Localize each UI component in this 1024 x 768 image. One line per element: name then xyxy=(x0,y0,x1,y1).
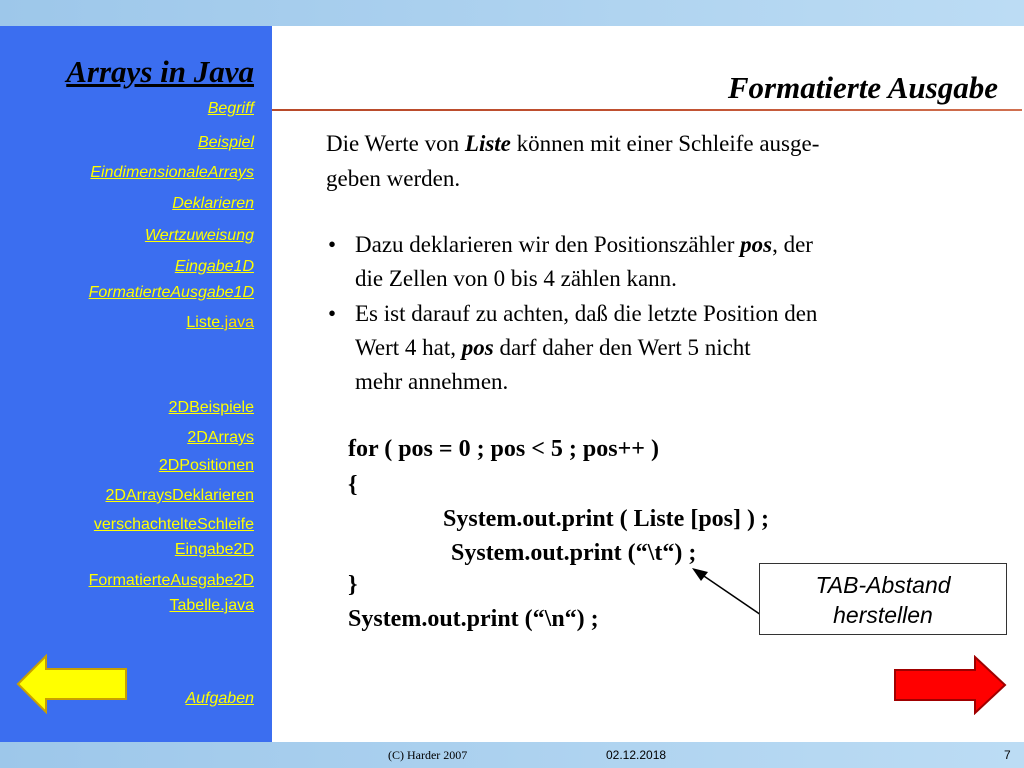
intro-line-1: Die Werte von Liste können mit einer Schleife ausge- xyxy=(326,131,820,156)
nav-link-eingabe2d[interactable]: Eingabe2D xyxy=(174,541,254,558)
forward-arrow-icon[interactable] xyxy=(893,655,1007,715)
bullet-glyph-2: • xyxy=(328,301,337,326)
callout-line-1: TAB-Abstand xyxy=(815,572,951,598)
code-line-print-tab: System.out.print (“\t“) ; xyxy=(451,540,697,566)
nav-link-eingabe1d[interactable]: Eingabe1D xyxy=(174,258,254,275)
nav-link-verschachtelte-schleife[interactable]: verschachtelteSchleife xyxy=(93,516,254,533)
code-line-print-liste: System.out.print ( Liste [pos] ) ; xyxy=(443,506,769,532)
footer-copyright: (C) Harder 2007 xyxy=(388,748,468,762)
footer-page-number: 7 xyxy=(1004,748,1011,762)
callout-pointer-arrow xyxy=(688,565,768,625)
nav-link-deklarieren[interactable]: Deklarieren xyxy=(172,195,254,212)
nav-link-2d-beispiele[interactable]: 2DBeispiele xyxy=(168,399,254,416)
nav-link-formatierte-ausgabe2d[interactable]: FormatierteAusgabe2D xyxy=(88,572,254,589)
slide-title: Formatierte Ausgabe xyxy=(727,70,998,105)
bullet-glyph-1: • xyxy=(328,232,337,257)
code-line-print-newline: System.out.print (“\n“) ; xyxy=(348,606,599,632)
tab-callout-box xyxy=(759,563,1007,635)
nav-link-begriff[interactable]: Begriff xyxy=(207,100,254,117)
nav-link-liste-extension: .java xyxy=(220,314,254,331)
title-divider xyxy=(272,109,1022,111)
callout-line-2: herstellen xyxy=(833,602,933,628)
nav-link-wertzuweisung[interactable]: Wertzuweisung xyxy=(144,227,254,244)
footer-date: 02.12.2018 xyxy=(606,748,667,762)
nav-link-2d-arrays-deklarieren[interactable]: 2DArraysDeklarieren xyxy=(105,487,254,504)
bullet-2-line-1: Es ist darauf zu achten, daß die letzte Position den xyxy=(355,301,818,326)
code-line-close-brace: } xyxy=(348,572,358,598)
code-line-open-brace: { xyxy=(348,472,358,498)
bullet-2-line-3: mehr annehmen. xyxy=(355,369,509,394)
bullet-2-line-2: Wert 4 hat, pos darf daher den Wert 5 nicht xyxy=(355,335,751,360)
sidebar xyxy=(0,26,272,742)
intro-line-2: geben werden. xyxy=(326,166,461,191)
bullet-1-line-1: Dazu deklarieren wir den Positionszähler pos, der xyxy=(355,232,813,257)
nav-link-2d-positionen[interactable]: 2DPositionen xyxy=(158,457,254,474)
back-arrow-icon[interactable] xyxy=(16,654,128,714)
nav-link-eindimensionale-arrays[interactable]: EindimensionaleArrays xyxy=(90,164,254,181)
code-line-for: for ( pos = 0 ; pos < 5 ; pos++ ) xyxy=(348,436,659,462)
nav-link-beispiel[interactable]: Beispiel xyxy=(197,134,254,151)
nav-link-liste-label: Liste xyxy=(186,314,221,331)
sidebar-title: Arrays in Java xyxy=(66,54,254,89)
nav-link-liste-java[interactable] xyxy=(186,314,254,332)
nav-link-2d-arrays[interactable]: 2DArrays xyxy=(187,429,254,446)
bullet-1-line-2: die Zellen von 0 bis 4 zählen kann. xyxy=(355,266,677,291)
nav-link-formatierte-ausgabe1d[interactable]: FormatierteAusgabe1D xyxy=(88,284,254,301)
nav-link-aufgaben[interactable]: Aufgaben xyxy=(185,690,254,707)
nav-link-tabelle-java[interactable]: Tabelle.java xyxy=(169,597,254,614)
top-bar xyxy=(0,0,1024,26)
bottom-bar xyxy=(0,742,1024,768)
